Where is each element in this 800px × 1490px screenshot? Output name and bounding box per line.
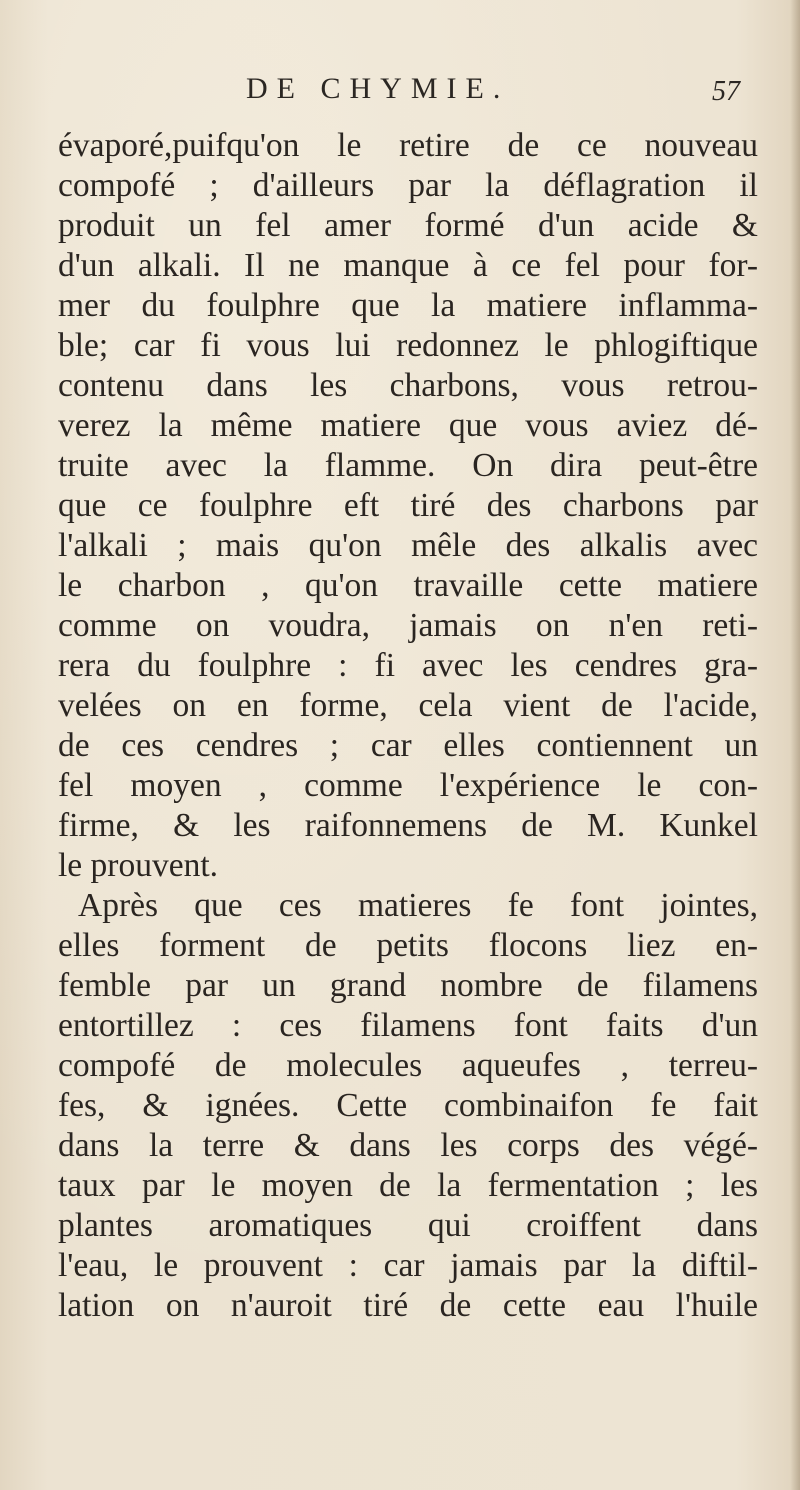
text-line: verez la même matiere que vous aviez dé- — [58, 407, 758, 444]
page-number: 57 — [712, 76, 740, 107]
text-line: compofé de molecules aqueufes , terreu- — [58, 1047, 758, 1084]
text-line: ble; car fi vous lui redonnez le phlogiftique — [58, 327, 758, 364]
text-line: fel moyen , comme l'expérience le con- — [58, 767, 758, 804]
text-line: truite avec la flamme. On dira peut-être — [58, 447, 758, 484]
text-line: lation on n'auroit tiré de cette eau l'huile — [58, 1287, 758, 1324]
text-line: Après que ces matieres fe font jointes, — [78, 887, 758, 924]
text-line: de ces cendres ; car elles contiennent un — [58, 727, 758, 764]
text-line: taux par le moyen de la fermentation ; les — [58, 1167, 758, 1204]
text-line: l'eau, le prouvent : car jamais par la diftil- — [58, 1247, 758, 1284]
text-line: rera du foulphre : fi avec les cendres gra- — [58, 647, 758, 684]
text-line: compofé ; d'ailleurs par la déflagration il — [58, 167, 758, 204]
text-line: contenu dans les charbons, vous retrou- — [58, 367, 758, 404]
running-head-title: DE CHYMIE. — [246, 72, 510, 105]
text-line: l'alkali ; mais qu'on mêle des alkalis avec — [58, 527, 758, 564]
text-line: mer du foulphre que la matiere inflamma- — [58, 287, 758, 324]
text-line: que ce foulphre eft tiré des charbons par — [58, 487, 758, 524]
text-line: femble par un grand nombre de filamens — [58, 967, 758, 1004]
text-line: d'un alkali. Il ne manque à ce fel pour for- — [58, 247, 758, 284]
text-line: fes, & ignées. Cette combinaifon fe fait — [58, 1087, 758, 1124]
text-line: produit un fel amer formé d'un acide & — [58, 207, 758, 244]
text-line: le charbon , qu'on travaille cette matiere — [58, 567, 758, 604]
text-line: firme, & les raifonnemens de M. Kunkel — [58, 807, 758, 844]
text-line: le prouvent. — [58, 847, 219, 884]
text-line: comme on voudra, jamais on n'en reti- — [58, 607, 758, 644]
text-line: évaporé,puifqu'on le retire de ce nouveau — [58, 127, 758, 164]
text-line: dans la terre & dans les corps des végé- — [58, 1127, 758, 1164]
text-line: elles forment de petits flocons liez en- — [58, 927, 758, 964]
body-text — [58, 126, 758, 1326]
text-line: plantes aromatiques qui croiffent dans — [58, 1207, 758, 1244]
running-header — [60, 72, 750, 124]
text-line: entortillez : ces filamens font faits d'un — [58, 1007, 758, 1044]
text-line: velées on en forme, cela vient de l'acide, — [58, 687, 758, 724]
page-edge-shadow — [790, 0, 800, 1490]
